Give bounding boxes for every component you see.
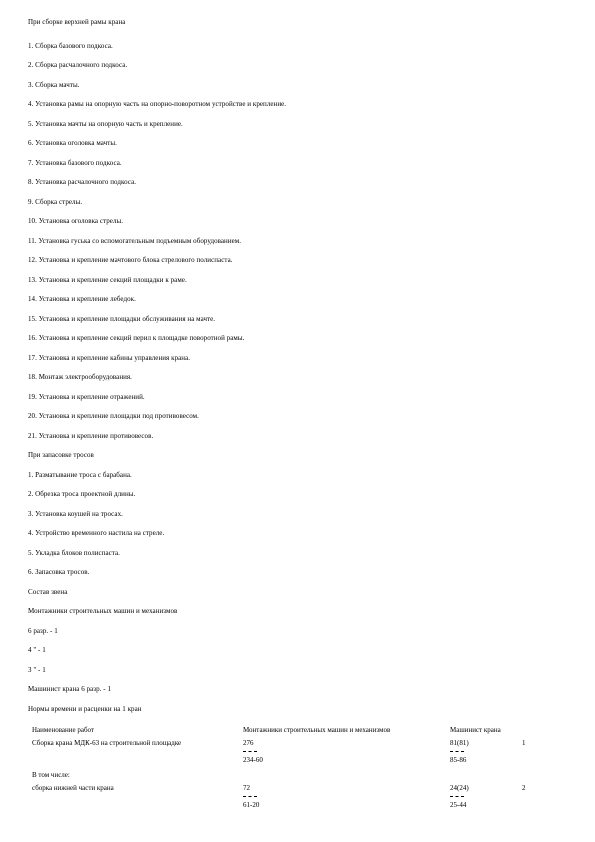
heading-crew: Состав звена <box>28 588 68 596</box>
crew-member-4: 4 " - 1 <box>28 646 46 654</box>
operator-rate: 85-86 <box>450 756 467 764</box>
installers-time: 276 <box>243 739 254 747</box>
crew-member-6: 6 разр. - 1 <box>28 627 58 635</box>
step-11: 11. Установка гуська со вспомогательным подъемным оборудованием. <box>28 237 242 245</box>
row-subheading: В том числе: <box>32 771 70 779</box>
operator-rate: 25-44 <box>450 801 467 809</box>
step-17: 17. Установка и крепление кабины управления крана. <box>28 354 191 362</box>
row-operator-value <box>450 784 469 810</box>
row-installers-value <box>243 739 263 765</box>
step-2: 2. Сборка расчалочного подкоса. <box>28 61 128 69</box>
row-installers-value <box>243 784 259 810</box>
operator-time: 81(81) <box>450 739 469 747</box>
step-5: 5. Установка мачты на опорную часть и крепление. <box>28 120 183 128</box>
step-1: 1. Сборка базового подкоса. <box>28 42 113 50</box>
heading-rope: При запасовке тросов <box>28 451 94 459</box>
step-19: 19. Установка и крепление отражений. <box>28 393 145 401</box>
rope-step-3: 3. Установка коушей на тросах. <box>28 510 123 518</box>
header-work-name: Наименование работ <box>32 726 94 734</box>
crew-member-3: 3 " - 1 <box>28 666 46 674</box>
header-installers: Монтажники строительных машин и механизмов <box>243 726 391 734</box>
row-work-name: сборка нижней части крана <box>32 784 114 792</box>
rope-step-5: 5. Укладка блоков полиспаста. <box>28 549 120 557</box>
installers-rate: 61-20 <box>243 801 260 809</box>
crew-operator: Машинист крана 6 разр. - 1 <box>28 685 111 693</box>
header-operator: Машинист крана <box>450 726 501 734</box>
step-6: 6. Установка оголовка мачты. <box>28 139 117 147</box>
step-15: 15. Установка и крепление площадки обслуживания на мачте. <box>28 315 216 323</box>
step-3: 3. Сборка мачты. <box>28 81 80 89</box>
heading-main: При сборке верхней рамы крана <box>28 18 126 26</box>
step-18: 18. Монтаж электрооборудования. <box>28 373 132 381</box>
rope-step-2: 2. Обрезка троса проектной длины. <box>28 490 136 498</box>
step-21: 21. Установка и крепление противовесов. <box>28 432 154 440</box>
rope-step-4: 4. Устройство временного настила на стреле. <box>28 529 165 537</box>
step-8: 8. Установка расчалочного подкоса. <box>28 178 137 186</box>
step-12: 12. Установка и крепление мачтового блока стрелового полиспаста. <box>28 256 233 264</box>
step-4: 4. Установка рамы на опорную часть на опорно-поворотном устройстве и крепление. <box>28 100 287 108</box>
installers-rate: 234-60 <box>243 756 263 764</box>
rope-step-1: 1. Разматывание троса с барабана. <box>28 471 132 479</box>
step-10: 10. Установка оголовка стрелы. <box>28 217 124 225</box>
step-13: 13. Установка и крепление секций площадки к раме. <box>28 276 187 284</box>
row-work-name: Сборка крана МДК-63 на строительной площадке <box>32 739 182 747</box>
step-9: 9. Сборка стрелы. <box>28 198 83 206</box>
row-operator-value <box>450 739 469 765</box>
step-7: 7. Установка базового подкоса. <box>28 159 122 167</box>
step-14: 14. Установка и крепление лебедок. <box>28 295 136 303</box>
installers-time: 72 <box>243 784 250 792</box>
rope-step-6: 6. Запасовка тросов. <box>28 568 90 576</box>
operator-time: 24(24) <box>450 784 469 792</box>
step-16: 16. Установка и крепление секций перил к площадке поворотной рамы. <box>28 334 245 342</box>
heading-norms: Нормы времени и расценки на 1 кран <box>28 705 142 713</box>
crew-title: Монтажники строительных машин и механизмов <box>28 607 178 615</box>
row-index: 2 <box>522 784 526 792</box>
row-index: 1 <box>522 739 526 747</box>
step-20: 20. Установка и крепление площадки под противовесом. <box>28 412 199 420</box>
